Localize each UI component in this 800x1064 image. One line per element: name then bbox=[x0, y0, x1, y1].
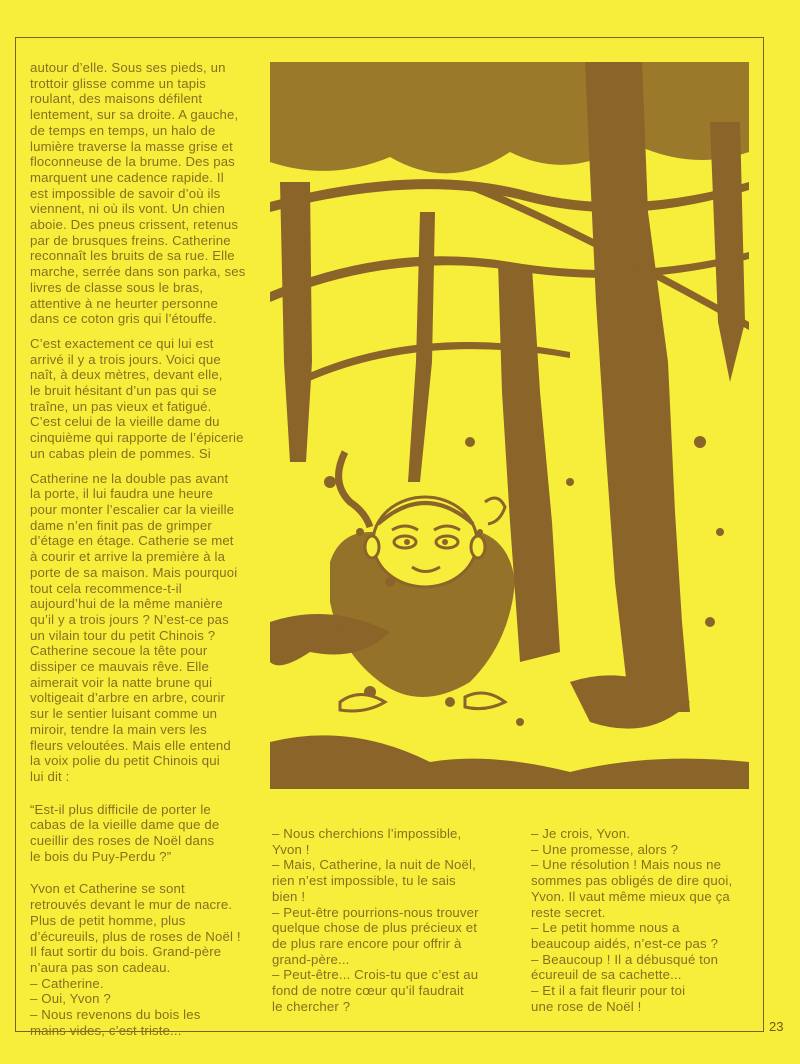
text-line: C’est celui de la vieille dame du bbox=[30, 414, 220, 430]
text-line: – Mais, Catherine, la nuit de Noël, bbox=[272, 857, 476, 873]
page-number: 23 bbox=[769, 1019, 784, 1034]
paragraph bbox=[30, 60, 262, 327]
text-line: le bruit hésitant d’un pas qui se bbox=[30, 383, 217, 399]
text-line: retrouvés devant le mur de nacre. bbox=[30, 897, 233, 913]
text-line: à courir et arrive la première à la bbox=[30, 549, 226, 565]
text-line: n’aura pas son cadeau. bbox=[30, 959, 171, 975]
text-column-middle bbox=[272, 826, 504, 1014]
text-line: trottoir glisse comme un tapis bbox=[30, 75, 207, 91]
text-line: rien n’est impossible, tu le sais bbox=[272, 873, 456, 889]
text-line: roulant, des maisons défilent bbox=[30, 91, 203, 107]
text-line: pour monter l’escalier car la vieille bbox=[30, 501, 235, 517]
text-line: fleurs veloutées. Mais elle entend bbox=[30, 737, 231, 753]
text-line: autour d’elle. Sous ses pieds, un bbox=[30, 60, 226, 75]
text-line: grand-père... bbox=[272, 951, 350, 967]
text-line: écureuil de sa cachette... bbox=[531, 967, 682, 983]
text-line: marquent une cadence rapide. Il bbox=[30, 169, 224, 185]
text-line: Yvon. Il vaut même mieux que ça bbox=[531, 888, 730, 904]
text-line: “Est-il plus difficile de porter le bbox=[30, 801, 211, 817]
text-line: – Catherine. bbox=[30, 975, 104, 991]
paragraph bbox=[30, 802, 262, 865]
text-line: lumière traverse la masse grise et bbox=[30, 138, 233, 154]
text-line: sommes pas obligés de dire quoi, bbox=[531, 873, 733, 889]
text-line: porte de sa maison. Mais pourquoi bbox=[30, 564, 238, 580]
text-line: – Beaucoup ! Il a débusqué ton bbox=[531, 951, 719, 967]
text-line: qu’il y a trois jours ? N’est-ce pas bbox=[30, 611, 229, 627]
text-line: traîne, un pas vieux et fatigué. bbox=[30, 398, 212, 414]
paragraph-gap bbox=[30, 785, 262, 802]
text-line: – Le petit homme nous a bbox=[531, 920, 680, 936]
text-line: – Une promesse, alors ? bbox=[531, 841, 679, 857]
text-line: attentive à ne heurter personne bbox=[30, 295, 218, 311]
text-line: arrivé il y a trois jours. Voici que bbox=[30, 351, 221, 367]
text-line: une rose de Noël ! bbox=[531, 998, 642, 1014]
text-line: viennent, ni où ils vont. Un chien bbox=[30, 201, 225, 217]
text-line: d’étage en étage. Catherie se met bbox=[30, 533, 234, 549]
text-line: reconnaît les bruits de sa rue. Elle bbox=[30, 248, 235, 264]
text-line: – Peut-être... Crois-tu que c’est au bbox=[272, 967, 479, 983]
text-line: beaucoup aidés, n’est-ce pas ? bbox=[531, 935, 719, 951]
text-line: cueillir des roses de Noël dans bbox=[30, 833, 215, 849]
paragraph-gap bbox=[30, 864, 262, 881]
dialogue-paragraph bbox=[272, 826, 504, 1014]
text-line: un vilain tour du petit Chinois ? bbox=[30, 627, 216, 643]
text-line: miroir, tendre la main vers les bbox=[30, 721, 207, 737]
text-line: Yvon et Catherine se sont bbox=[30, 881, 185, 897]
paragraph-gap bbox=[30, 462, 262, 471]
text-line: livres de classe sous le bras, bbox=[30, 279, 204, 295]
text-line: d’écureuils, plus de roses de Noël ! bbox=[30, 928, 241, 944]
text-line: floconneuse de la brume. Des pas bbox=[30, 154, 235, 170]
text-line: lui dit : bbox=[30, 768, 70, 784]
text-line: – Nous revenons du bois les bbox=[30, 1007, 201, 1023]
text-line: lentement, sur sa droite. A gauche, bbox=[30, 107, 239, 123]
text-line: fond de notre cœur qu’il faudrait bbox=[272, 983, 464, 999]
forest-gnome-illustration bbox=[270, 62, 749, 789]
text-column-right bbox=[531, 826, 756, 1014]
text-line: C’est exactement ce qui lui est bbox=[30, 335, 214, 351]
text-line: mains vides, c’est triste... bbox=[30, 1022, 182, 1038]
text-line: Catherine secoue la tête pour bbox=[30, 643, 208, 659]
text-line: la voix polie du petit Chinois qui bbox=[30, 753, 220, 769]
text-line: dame n’en finit pas de grimper bbox=[30, 517, 212, 533]
text-line: – Et il a fait fleurir pour toi bbox=[531, 983, 686, 999]
text-line: – Nous cherchions l’impossible, bbox=[272, 826, 462, 841]
text-line: sur le sentier luisant comme un bbox=[30, 706, 218, 722]
text-line: cabas de la vieille dame que de bbox=[30, 817, 220, 833]
text-line: – Je crois, Yvon. bbox=[531, 826, 631, 841]
text-line: Il faut sortir du bois. Grand-père bbox=[30, 944, 222, 960]
text-line: – Oui, Yvon ? bbox=[30, 991, 111, 1007]
text-line: par de brusques freins. Catherine bbox=[30, 232, 231, 248]
text-line: un cabas plein de pommes. Si bbox=[30, 445, 211, 461]
text-line: bien ! bbox=[272, 888, 306, 904]
text-line: aimerait voir la natte brune qui bbox=[30, 674, 213, 690]
text-line: voltigeait d’arbre en arbre, courir bbox=[30, 690, 226, 706]
paragraph bbox=[30, 471, 262, 785]
text-line: Plus de petit homme, plus bbox=[30, 912, 186, 928]
text-line: naît, à deux mètres, devant elle, bbox=[30, 367, 223, 383]
text-column-left bbox=[30, 60, 262, 1038]
text-line: tout cela recommence-t-il bbox=[30, 580, 182, 596]
text-line: le chercher ? bbox=[272, 998, 351, 1014]
text-line: est impossible de savoir d’où ils bbox=[30, 185, 221, 201]
dialogue-paragraph bbox=[531, 826, 756, 1014]
text-line: de plus rare encore pour offrir à bbox=[272, 935, 462, 951]
text-line: le bois du Puy-Perdu ?” bbox=[30, 848, 172, 864]
paragraph-gap bbox=[30, 327, 262, 336]
text-line: marche, serrée dans son parka, ses bbox=[30, 264, 246, 280]
paragraph bbox=[30, 336, 262, 462]
text-line: cinquième qui rapporte de l’épicerie bbox=[30, 430, 244, 446]
text-line: aboie. Des pneus crissent, retenus bbox=[30, 217, 239, 233]
paragraph bbox=[30, 881, 262, 1038]
text-line: de temps en temps, un halo de bbox=[30, 122, 216, 138]
text-line: dissiper ce mauvais rêve. Elle bbox=[30, 659, 209, 675]
text-line: Yvon ! bbox=[272, 841, 310, 857]
text-line: – Peut-être pourrions-nous trouver bbox=[272, 904, 479, 920]
text-line: – Une résolution ! Mais nous ne bbox=[531, 857, 722, 873]
text-line: dans ce coton gris qui l’étouffe. bbox=[30, 311, 217, 327]
text-line: reste secret. bbox=[531, 904, 606, 920]
text-line: Catherine ne la double pas avant bbox=[30, 470, 229, 486]
text-line: aujourd’hui de la même manière bbox=[30, 596, 223, 612]
text-line: quelque chose de plus précieux et bbox=[272, 920, 478, 936]
text-line: la porte, il lui faudra une heure bbox=[30, 486, 214, 502]
